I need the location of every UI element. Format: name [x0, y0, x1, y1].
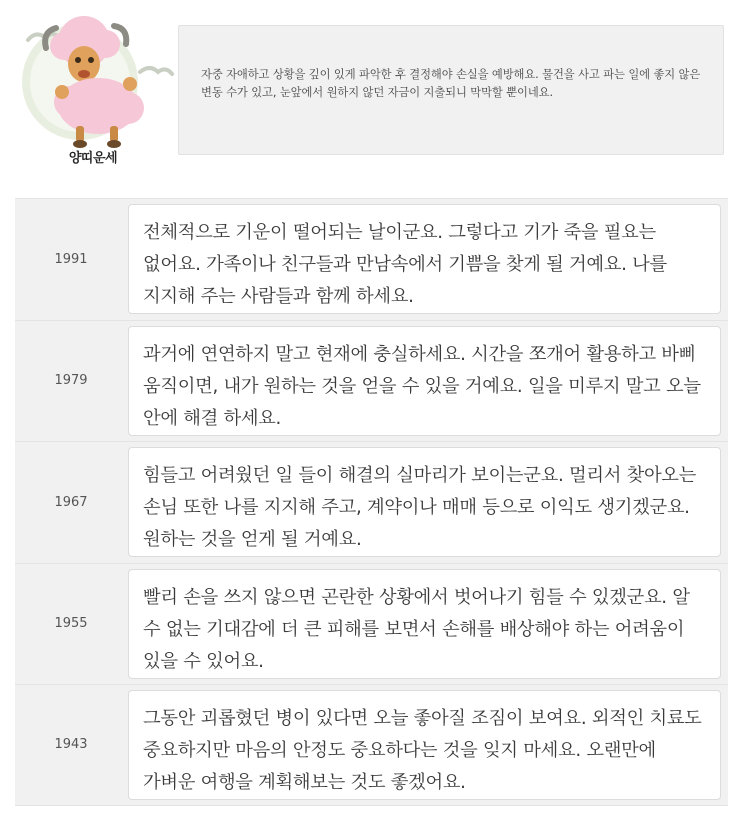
birth-year: 1955	[54, 616, 88, 632]
fortune-text: 전체적으로 기운이 떨어되는 날이군요. 그렇다고 기가 죽을 필요는 없어요. 가족이나 친구들과 만남속에서 기쁨을 찾게 될 거예요. 나를 지지해 주는 사람들과 함께 하세요.	[143, 222, 667, 307]
fortune-text: 빨리 손을 쓰지 않으면 곤란한 상황에서 벗어나기 힘들 수 있겠군요. 알 수 없는 기대감에 더 큰 피해를 보면서 손해를 배상해야 하는 어려움이 있을 수 있어요.	[143, 586, 690, 672]
fortune-card	[128, 569, 721, 679]
fortune-text: 힘들고 어려웠던 일 들이 해결의 실마리가 보이는군요. 멀리서 찾아오는 손님 또한 나를 지지해 주고, 계약이나 매매 등으로 이익도 생기겠군요. 원하는 것을 얻게 될 거예요.	[143, 465, 697, 550]
daily-summary-panel	[178, 25, 724, 155]
fortune-card	[128, 447, 721, 557]
daily-summary-text: 자중 자애하고 상황을 깊이 있게 파악한 후 결정해야 손실을 예방해요. 물건을 사고 파는 일에 좋지 않은 변동 수가 있고, 눈앞에서 원하지 않던 자금이 지출되니 막막할 뿐이네요.	[201, 68, 701, 99]
fortune-row	[15, 441, 728, 563]
zodiac-title: 양띠운세	[68, 151, 118, 166]
fortune-card	[128, 326, 721, 436]
birth-year: 1967	[54, 494, 88, 510]
fortune-header	[0, 0, 750, 190]
sheep-mascot-icon	[18, 10, 180, 170]
birth-year: 1991	[54, 251, 88, 267]
birth-year: 1979	[54, 373, 88, 389]
fortune-by-year-list	[15, 198, 728, 806]
birth-year: 1943	[54, 737, 88, 753]
fortune-text: 과거에 연연하지 말고 현재에 충실하세요. 시간을 쪼개어 활용하고 바삐 움직이면, 내가 원하는 것을 얻을 수 있을 거예요. 일을 미루지 말고 오늘 안에 해결 하세요.	[143, 343, 701, 429]
fortune-card	[128, 204, 721, 314]
fortune-row	[15, 320, 728, 442]
fortune-row	[15, 563, 728, 685]
fortune-row	[15, 198, 728, 320]
fortune-text: 그동안 괴롭혔던 병이 있다면 오늘 좋아질 조짐이 보여요. 외적인 치료도 중요하지만 마음의 안정도 중요하다는 것을 잊지 마세요. 오랜만에 가벼운 여행을 계획해보는 것도 좋겠어요.	[143, 708, 702, 793]
fortune-card	[128, 690, 721, 800]
fortune-row	[15, 684, 728, 806]
